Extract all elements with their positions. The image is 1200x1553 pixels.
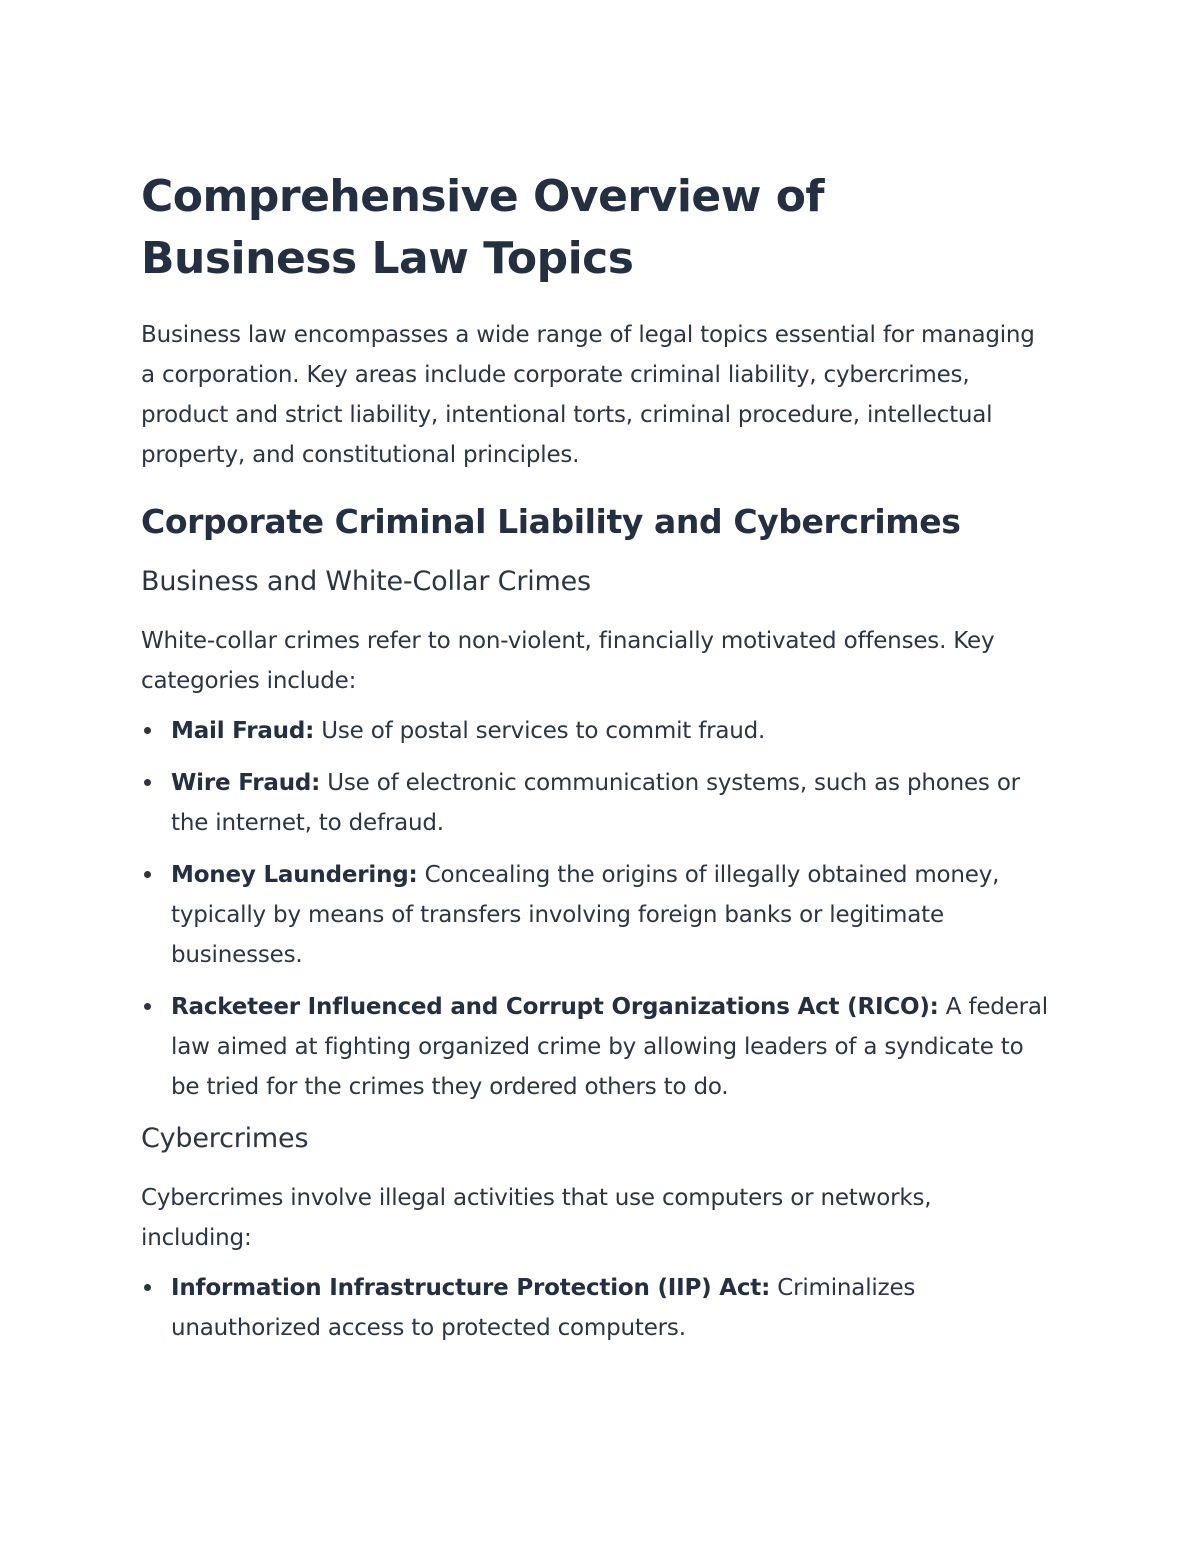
list-item-term: Wire Fraud: xyxy=(171,770,321,796)
subsection-heading-white-collar: Business and White-Collar Crimes xyxy=(141,566,591,597)
list-item-text: Use of postal services to commit fraud. xyxy=(314,718,766,744)
list-item-term: Mail Fraud: xyxy=(171,718,315,744)
list-item xyxy=(141,987,1051,1107)
subsection-heading-cybercrimes: Cybercrimes xyxy=(141,1123,309,1154)
list-item xyxy=(141,711,1051,751)
list-item xyxy=(141,763,1051,843)
bullet-icon xyxy=(144,1003,151,1010)
list-item-text: Use of electronic communication systems, such as phones or the internet, to defraud. xyxy=(171,770,1020,836)
intro-paragraph: Business law encompasses a wide range of legal topics essential for managing a corporation. Key areas include corporate criminal liability, cybercrimes, product and strict liability, intentional torts, criminal procedure, intellectual property, and constitutional principles. xyxy=(141,322,1035,468)
section-heading: Corporate Criminal Liability and Cybercrimes xyxy=(141,502,961,541)
bullet-icon xyxy=(144,1284,151,1291)
list-item xyxy=(141,1268,1051,1348)
cybercrimes-list xyxy=(141,1268,1051,1348)
list-item-text: Concealing the origins of illegally obtained money, typically by means of transfers involving foreign banks or legitimate businesses. xyxy=(171,862,1000,968)
bullet-icon xyxy=(144,871,151,878)
list-item-term: Racketeer Influenced and Corrupt Organizations Act (RICO): xyxy=(171,994,939,1020)
bullet-icon xyxy=(144,779,151,786)
bullet-icon xyxy=(144,727,151,734)
white-collar-list xyxy=(141,711,1051,1107)
list-item-term: Money Laundering: xyxy=(171,862,418,888)
list-item-term: Information Infrastructure Protection (IIP) Act: xyxy=(171,1275,771,1301)
document-title: Comprehensive Overview of Business Law Topics xyxy=(141,171,825,284)
list-item-text: A federal law aimed at fighting organized crime by allowing leaders of a syndicate to be tried for the crimes they ordered others to do. xyxy=(171,994,1048,1100)
list-item-text: Criminalizes unauthorized access to protected computers. xyxy=(171,1275,916,1341)
cybercrimes-lead: Cybercrimes involve illegal activities that use computers or networks, including: xyxy=(141,1185,932,1251)
list-item xyxy=(141,855,1051,975)
white-collar-lead: White-collar crimes refer to non-violent, financially motivated offenses. Key categories include: xyxy=(141,628,995,694)
